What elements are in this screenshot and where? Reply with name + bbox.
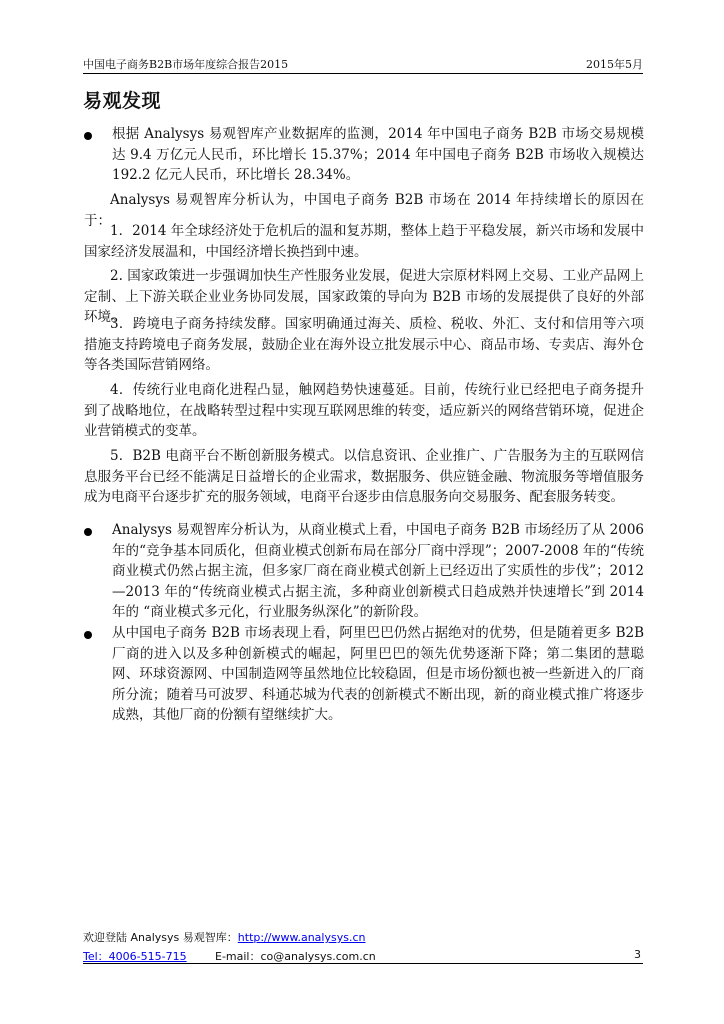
website-link[interactable]: http://www.analysys.cn: [237, 931, 366, 944]
bullet-paragraph-2: Analysys 易观智库分析认为，从商业模式上看，中国电子商务 B2B 市场经历了从 2006 年的“竞争基本同质化，但商业模式创新布局在部分厂商中浮现”；2007-2008 年的“传统商业模式仍然占据主流，但多家厂商在商业模式创新上已经迈出了实质性的步伐”；2012—2013 年的“传统商业模式占据主流，多种商业创新模式日趋成熟并快速增长”到 2014 年的 “商业模式多元化，行业服务纵深化”的新阶段。: [112, 522, 644, 620]
report-date: 2015年5月: [586, 58, 643, 71]
reason-3: 3．跨境电子商务持续发酵。国家明确通过海关、质检、税收、外汇、支付和信用等六项措施支持跨境电子商务发展，鼓励企业在海外设立批发展示中心、商品市场、专卖店、海外仓等各类国际营销网络。: [84, 316, 644, 373]
header-divider: [83, 73, 643, 74]
reason-4: 4．传统行业电商化进程凸显，触网趋势快速蔓延。目前，传统行业已经把电子商务提升到了战略地位，在战略转型过程中实现互联网思维的转变，适应新兴的网络营销环境，促进企业营销模式的变革。: [84, 382, 644, 439]
footer-welcome: [83, 929, 365, 945]
reason-2: 2. 国家政策进一步强调加快生产性服务业发展，促进大宗原材料网上交易、工业产品网上定制、上下游关联企业业务协同发展，国家政策的导向为 B2B 市场的发展提供了良好的外部环境。: [84, 268, 644, 325]
report-title: 中国电子商务B2B市场年度综合报告2015: [83, 58, 289, 71]
bullet-icon: [84, 528, 92, 536]
tel-link[interactable]: Tel：4006-515-715: [83, 950, 187, 963]
footer-contact: [83, 948, 376, 964]
email-text: E-mail：co@analysys.com.cn: [215, 950, 376, 963]
reasons-intro: Analysys 易观智库分析认为，中国电子商务 B2B 市场在 2014 年持续增长的原因在于：: [84, 192, 644, 229]
bullet-icon: [84, 132, 92, 140]
section-title: 易观发现: [83, 90, 162, 112]
page-number: 3: [634, 948, 641, 961]
footer-welcome-text: 欢迎登陆 Analysys 易观智库：: [83, 931, 238, 944]
reason-1: 1．2014 年全球经济处于危机后的温和复苏期，整体上趋于平稳发展，新兴市场和发展中国家经济发展温和，中国经济增长换挡到中速。: [84, 223, 644, 260]
bullet-paragraph-3: 从中国电子商务 B2B 市场表现上看，阿里巴巴仍然占据绝对的优势，但是随着更多 B2B 厂商的进入以及多种创新模式的崛起，阿里巴巴的领先优势逐渐下降；第二集团的慧聪网、环球资源网、中国制造网等虽然地位比较稳固，但是市场份额也被一些新进入的厂商所分流；随着马可波罗、科通芯城为代表的创新模式不断出现，新的商业模式推广将逐步成熟，其他厂商的份额有望继续扩大。: [112, 625, 644, 723]
bullet-icon: [84, 631, 92, 639]
footer-divider: [83, 963, 643, 964]
page-header: [83, 56, 643, 72]
bullet-paragraph-1: 根据 Analysys 易观智库产业数据库的监测，2014 年中国电子商务 B2B 市场交易规模达 9.4 万亿元人民币，环比增长 15.37%；2014 年中国电子商务 B2B 市场收入规模达 192.2 亿元人民币，环比增长 28.34%。: [112, 126, 644, 183]
reason-5: 5．B2B 电商平台不断创新服务模式。以信息资讯、企业推广、广告服务为主的互联网信息服务平台已经不能满足日益增长的企业需求，数据服务、供应链金融、物流服务等增值服务成为电商平台逐步扩充的服务领域，电商平台逐步由信息服务向交易服务、配套服务转变。: [84, 448, 644, 505]
